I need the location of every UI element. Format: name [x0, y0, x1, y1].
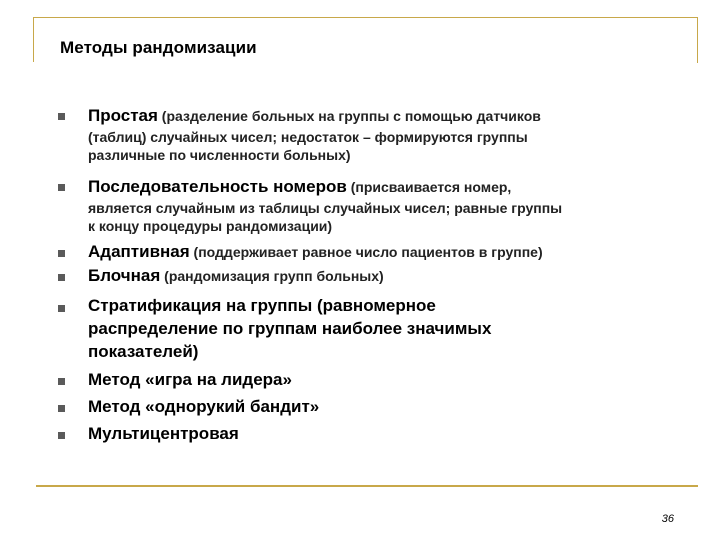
- footer-divider: [36, 485, 698, 487]
- list-item-multicenter: Мультицентровая: [88, 424, 239, 443]
- square-bullet-icon: [58, 250, 65, 257]
- list-item-sequence: [88, 176, 668, 198]
- square-bullet-icon: [58, 184, 65, 191]
- item-detail: (присваивается номер,: [346, 179, 512, 195]
- item-detail-line: различные по численности больных): [88, 147, 351, 163]
- item-detail: (поддерживает равное число пациентов в группе): [189, 244, 543, 260]
- list-item-simple: [88, 105, 668, 127]
- list-item-one-armed-bandit: Метод «однорукий бандит»: [88, 397, 320, 416]
- square-bullet-icon: [58, 274, 65, 281]
- square-bullet-icon: [58, 113, 65, 120]
- item-detail: (рандомизация групп больных): [160, 268, 384, 284]
- item-detail-line: является случайным из таблицы случайных чисел; равные группы: [88, 200, 563, 216]
- item-continuation-line: распределение по группам наиболее значимых: [88, 319, 492, 338]
- item-main: Адаптивная: [88, 242, 190, 261]
- item-continuation-line: показателей): [88, 342, 199, 361]
- square-bullet-icon: [58, 305, 65, 312]
- list-item-block: [88, 265, 668, 287]
- item-detail-line: (таблиц) случайных чисел; недостаток – формируются группы: [88, 129, 528, 145]
- list-item-adaptive: [88, 241, 668, 263]
- square-bullet-icon: [58, 378, 65, 385]
- item-detail: (разделение больных на группы с помощью датчиков: [157, 108, 541, 124]
- item-main: Простая: [88, 106, 158, 125]
- list-item-stratification: Стратификация на группы (равномерное: [88, 296, 436, 315]
- item-main: Последовательность номеров: [88, 177, 347, 196]
- title-frame-left-edge: [33, 17, 34, 62]
- list-item-leader-game: Метод «игра на лидера»: [88, 370, 292, 389]
- page-number: 36: [661, 513, 674, 525]
- slide-title: Методы рандомизации: [60, 38, 257, 57]
- item-main: Блочная: [88, 266, 161, 285]
- square-bullet-icon: [58, 432, 65, 439]
- square-bullet-icon: [58, 405, 65, 412]
- item-detail-line: к концу процедуры рандомизации): [88, 218, 333, 234]
